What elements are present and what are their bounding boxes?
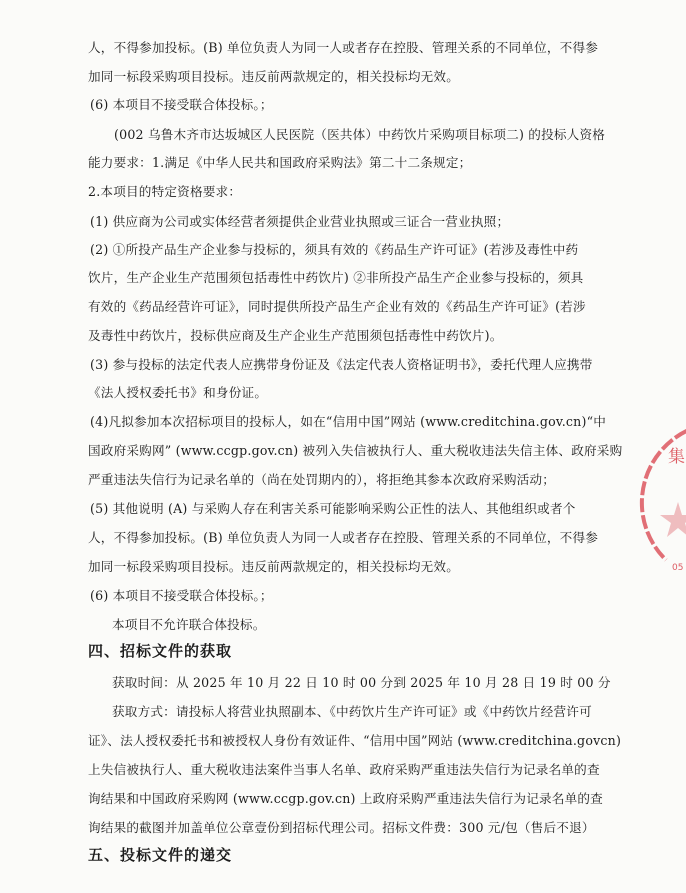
- section-heading: 五、投标文件的递交: [88, 846, 233, 864]
- seal-text: 集: [668, 447, 685, 467]
- text-line: 《法人授权委托书》和身份证。: [88, 385, 268, 400]
- text-line: 加同一标段采购项目投标。违反前两款规定的，相关投标均无效。: [88, 559, 460, 574]
- text-line: (3) 参与投标的法定代表人应携带身份证及《法定代表人资格证明书》，委托代理人应携带: [90, 357, 593, 372]
- text-line: 上失信被执行人、重大税收违法案件当事人名单、政府采购严重违法失信行为记录名单的查: [88, 762, 600, 777]
- text-line: (2) ①所投产品生产企业参与投标的，须具有效的《药品生产许可证》(若涉及毒性中药: [90, 242, 579, 257]
- text-line: (5) 其他说明 (A) 与采购人存在利害关系可能影响采购公正性的法人、其他组织或者个: [90, 501, 576, 516]
- text-line: 本项目不允许联合体投标。: [112, 617, 266, 632]
- company-seal-stamp: [648, 420, 686, 590]
- text-line: 能力要求：1.满足《中华人民共和国政府采购法》第二十二条规定；: [88, 155, 472, 170]
- text-line: (002 乌鲁木齐市达坂城区人民医院（医共体）中药饮片采购项目标项二) 的投标人资格: [114, 127, 606, 142]
- seal-digits: 05: [672, 563, 684, 573]
- text-line: 及毒性中药饮片，投标供应商及生产企业生产范围须包括毒性中药饮片)。: [88, 328, 503, 343]
- text-line: (1) 供应商为公司或实体经营者须提供企业营业执照或三证合一营业执照；: [90, 214, 510, 229]
- text-line: (6) 本项目不接受联合体投标。；: [90, 588, 273, 603]
- text-line: 有效的《药品经营许可证》，同时提供所投产品生产企业有效的《药品生产许可证》(若涉: [88, 299, 586, 314]
- text-line: 获取方式：请投标人将营业执照副本、《中药饮片生产许可证》或《中药饮片经营许可: [112, 704, 592, 719]
- seal-ring-arc: [642, 425, 686, 560]
- text-line: (4)凡拟参加本次招标项目的投标人，如在“信用中国”网站 (www.creditchina.gov.cn)“中: [90, 414, 607, 429]
- text-line: 2.本项目的特定资格要求：: [88, 184, 242, 199]
- text-line: 国政府采购网” (www.ccgp.gov.cn) 被列入失信被执行人、重大税收违法失信主体、政府采购: [88, 443, 623, 458]
- text-line: (6) 本项目不接受联合体投标。；: [90, 97, 273, 112]
- text-line: 询结果和中国政府采购网 (www.ccgp.gov.cn) 上政府采购严重违法失信行为记录名单的查: [88, 791, 603, 806]
- section-heading: 四、招标文件的获取: [88, 642, 233, 660]
- text-line: 加同一标段采购项目投标。违反前两款规定的，相关投标均无效。: [88, 69, 460, 84]
- text-line: 人，不得参加投标。(B) 单位负责人为同一人或者存在控股、管理关系的不同单位，不得参: [88, 530, 599, 545]
- text-line: 获取时间：从 2025 年 10 月 22 日 10 时 00 分到 2025 年 10 月 28 日 19 时 00 分: [112, 675, 611, 690]
- text-line: 饮片，生产企业生产范围须包括毒性中药饮片) ②非所投产品生产企业参与投标的，须具: [88, 270, 584, 285]
- text-line: 严重违法失信行为记录名单的（尚在处罚期内的），将拒绝其参本次政府采购活动；: [88, 472, 556, 487]
- text-line: 证》、法人授权委托书和被授权人身份有效证件、“信用中国”网站 (www.creditchina.govcn): [88, 733, 622, 748]
- text-line: 询结果的截图并加盖单位公章壹份到招标代理公司。招标文件费：300 元/包（售后不退）: [88, 820, 595, 835]
- text-line: 人，不得参加投标。(B) 单位负责人为同一人或者存在控股、管理关系的不同单位，不得参: [88, 40, 599, 55]
- seal-star: [660, 502, 686, 537]
